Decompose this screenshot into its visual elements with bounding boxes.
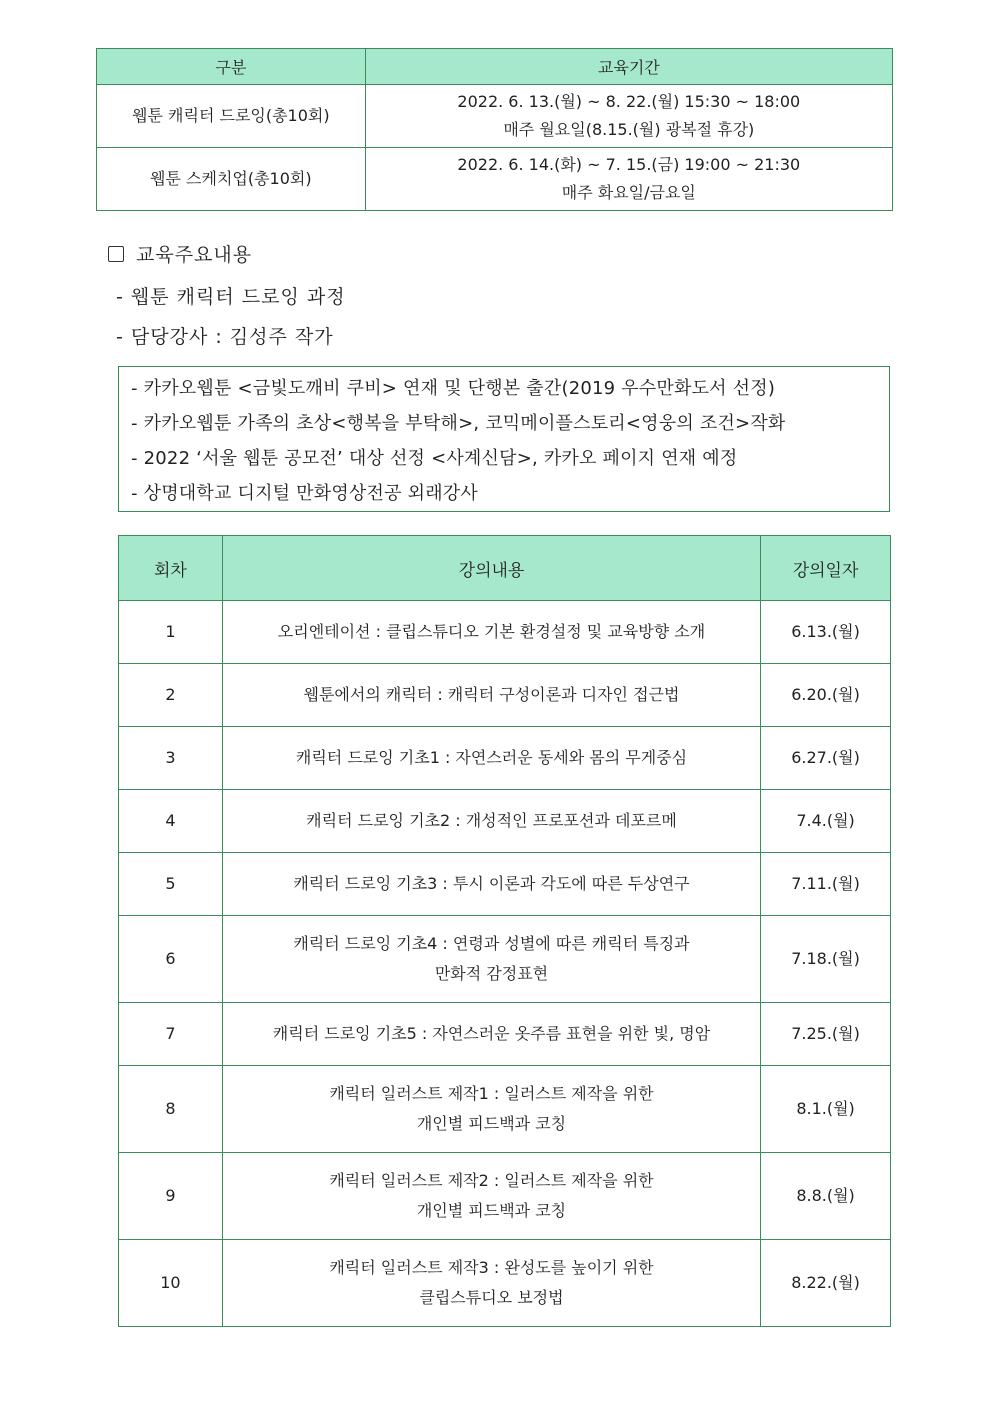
lecture-date: 6.13.(월) [761,601,891,664]
lecture-content-line: 클립스튜디오 보정법 [419,1288,564,1307]
section-heading [108,240,252,267]
lecture-row [119,790,891,853]
lecture-number: 7 [119,1003,223,1066]
lecture-content [222,601,760,664]
lecture-number: 6 [119,916,223,1003]
lecture-date: 7.4.(월) [761,790,891,853]
lecture-content [222,1003,760,1066]
lecture-content-line: 개인별 피드백과 코칭 [416,1201,567,1220]
lecture-header-row [119,536,891,601]
schedule-course: 웹툰 스케치업(총10회) [97,148,366,211]
schedule-period-note: 매주 화요일/금요일 [561,183,696,202]
bio-line: - 2022 ‘서울 웹툰 공모전’ 대상 선정 <사계신담>, 카카오 페이지 연재 예정 [131,448,738,469]
schedule-period-line: 2022. 6. 13.(월) ~ 8. 22.(월) 15:30 ~ 18:00 [457,92,801,111]
lecture-number: 8 [119,1066,223,1153]
lecture-content [222,727,760,790]
lecture-row [119,664,891,727]
lecture-row [119,853,891,916]
lecture-content [222,664,760,727]
schedule-header-period: 교육기간 [365,49,892,85]
schedule-period [365,85,892,148]
lecture-row [119,1066,891,1153]
lecture-content-line: 캐릭터 일러스트 제작3 : 완성도를 높이기 위한 [329,1258,654,1277]
lecture-number: 5 [119,853,223,916]
lecture-number: 2 [119,664,223,727]
lecture-content-line: 캐릭터 드로잉 기초1 : 자연스러운 동세와 몸의 무게중심 [295,748,688,767]
lecture-date: 7.18.(월) [761,916,891,1003]
lecture-content-line: 캐릭터 드로잉 기초3 : 투시 이론과 각도에 따른 두상연구 [293,874,690,893]
checkbox-icon [108,246,124,262]
lecture-number: 4 [119,790,223,853]
lecture-content [222,1240,760,1327]
lecture-content-line: 오리엔테이션 : 클립스튜디오 기본 환경설정 및 교육방향 소개 [277,622,706,641]
schedule-row [97,148,893,211]
lecture-row [119,727,891,790]
lecture-content [222,916,760,1003]
schedule-header-row [97,49,893,85]
lecture-content-line: 캐릭터 일러스트 제작1 : 일러스트 제작을 위한 [329,1084,654,1103]
lecture-date: 7.11.(월) [761,853,891,916]
bio-line: - 카카오웹툰 가족의 초상<행복을 부탁해>, 코믹메이플스토리<영웅의 조건>작화 [131,413,786,434]
schedule-table [96,48,893,211]
lecture-row [119,1003,891,1066]
schedule-period-line: 2022. 6. 14.(화) ~ 7. 15.(금) 19:00 ~ 21:30 [457,155,801,174]
schedule-header-category: 구분 [97,49,366,85]
section-title: 교육주요내용 [136,244,253,266]
lecture-content [222,1153,760,1240]
instructor-line: - 담당강사 : 김성주 작가 [116,326,334,348]
lecture-number: 1 [119,601,223,664]
lecture-date: 7.25.(월) [761,1003,891,1066]
lecture-header-content: 강의내용 [222,536,760,601]
lecture-content-line: 개인별 피드백과 코칭 [416,1114,567,1133]
schedule-row [97,85,893,148]
lecture-number: 10 [119,1240,223,1327]
schedule-course: 웹툰 캐릭터 드로잉(총10회) [97,85,366,148]
lecture-row [119,1240,891,1327]
lecture-date: 6.20.(월) [761,664,891,727]
lecture-content [222,1066,760,1153]
lecture-content-line: 웹툰에서의 캐릭터 : 캐릭터 구성이론과 디자인 접근법 [303,685,680,704]
lecture-date: 8.8.(월) [761,1153,891,1240]
lecture-row [119,601,891,664]
schedule-period-note: 매주 월요일(8.15.(월) 광복절 휴강) [503,120,755,139]
bio-line: - 상명대학교 디지털 만화영상전공 외래강사 [131,483,478,504]
lecture-number: 9 [119,1153,223,1240]
schedule-period [365,148,892,211]
lecture-row [119,1153,891,1240]
lecture-content-line: 캐릭터 드로잉 기초2 : 개성적인 프로포션과 데포르메 [306,811,677,830]
lecture-content [222,790,760,853]
lecture-content-line: 만화적 감정표현 [434,964,549,983]
course-name-line: - 웹툰 캐릭터 드로잉 과정 [116,286,346,308]
lecture-date: 8.1.(월) [761,1066,891,1153]
lecture-number: 3 [119,727,223,790]
bio-line: - 카카오웹툰 <금빛도깨비 쿠비> 연재 및 단행본 출간(2019 우수만화도서 선정) [131,378,776,399]
lecture-content [222,853,760,916]
lecture-header-number: 회차 [119,536,223,601]
lecture-table [118,535,891,1327]
lecture-header-date: 강의일자 [761,536,891,601]
lecture-content-line: 캐릭터 드로잉 기초5 : 자연스러운 옷주름 표현을 위한 빛, 명암 [272,1024,711,1043]
lecture-content-line: 캐릭터 드로잉 기초4 : 연령과 성별에 따른 캐릭터 특징과 [293,934,690,953]
lecture-date: 8.22.(월) [761,1240,891,1327]
lecture-row [119,916,891,1003]
instructor-bio-box [118,366,890,512]
lecture-date: 6.27.(월) [761,727,891,790]
lecture-content-line: 캐릭터 일러스트 제작2 : 일러스트 제작을 위한 [329,1171,654,1190]
